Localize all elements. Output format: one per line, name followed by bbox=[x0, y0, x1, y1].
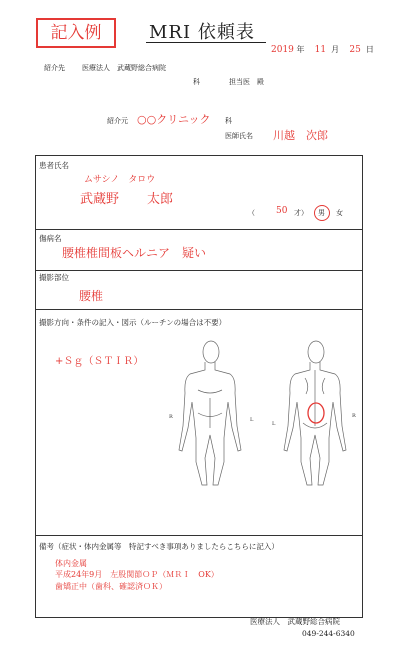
divider bbox=[36, 229, 362, 230]
patient-name-label: 患者氏名 bbox=[39, 161, 69, 170]
referral-to-doctor: 担当医 殿 bbox=[229, 78, 264, 86]
body-front-figure bbox=[165, 338, 255, 488]
date-month: 11 bbox=[314, 45, 327, 55]
footer-phone: 049-244-6340 bbox=[302, 629, 355, 638]
front-mark-r: R bbox=[169, 414, 173, 420]
lumbar-marker-circle bbox=[308, 403, 324, 423]
date-day-unit: 日 bbox=[365, 45, 374, 54]
date-month-unit: 月 bbox=[331, 45, 340, 54]
diagnosis-label: 傷病名 bbox=[39, 234, 62, 243]
back-mark-l: L bbox=[272, 421, 276, 427]
notes-label: 備考（症状・体内金属等 特記すべき事項ありましたらこちらに記入） bbox=[39, 542, 279, 551]
referral-to-label: 紹介先 bbox=[44, 64, 65, 72]
footer-organization: 医療法人 武蔵野総合病院 bbox=[250, 617, 340, 626]
title-underline bbox=[146, 42, 266, 43]
age-open-paren: （ bbox=[248, 209, 255, 217]
request-date bbox=[271, 44, 374, 55]
body-back-figure bbox=[270, 338, 360, 488]
date-day: 25 bbox=[349, 45, 361, 55]
region-value: 腰椎 bbox=[79, 289, 104, 303]
divider bbox=[36, 535, 362, 536]
notes-line-2: 平成24年9月 左股関節ＯＰ（ＭＲＩ OK） bbox=[55, 570, 219, 579]
referral-from-clinic: ○○クリニック bbox=[137, 113, 211, 126]
direction-label: 撮影方向・条件の記入・図示（ルーチンの場合は不要） bbox=[39, 318, 227, 327]
patient-furigana: ムサシノ タロウ bbox=[84, 175, 156, 185]
divider bbox=[36, 309, 362, 310]
age-unit: 才） bbox=[294, 209, 308, 217]
referrer-doctor-label: 医師氏名 bbox=[225, 132, 253, 140]
date-year-unit: 年 bbox=[296, 45, 305, 54]
patient-given-name: 太郎 bbox=[147, 192, 174, 207]
direction-value: +Ｓｇ（ＳＴＩＲ） bbox=[55, 356, 144, 367]
notes-line-3: 歯矯正中（歯科、確認済ＯＫ） bbox=[55, 582, 167, 591]
example-stamp: 記入例 bbox=[36, 18, 116, 48]
divider bbox=[36, 270, 362, 271]
referral-to-department-unit: 科 bbox=[193, 78, 200, 86]
sex-female: 女 bbox=[336, 209, 343, 217]
region-label: 撮影部位 bbox=[39, 273, 69, 282]
page-title: MRI 依頼表 bbox=[149, 22, 255, 43]
patient-age: 50 bbox=[276, 206, 288, 216]
referral-from-label: 紹介元 bbox=[107, 117, 128, 125]
referral-to-hospital: 医療法人 武蔵野総合病院 bbox=[82, 64, 166, 72]
front-mark-l: L bbox=[250, 417, 254, 423]
referral-from-department-unit: 科 bbox=[225, 117, 232, 125]
diagnosis-value: 腰椎椎間板ヘルニア 疑い bbox=[62, 246, 207, 260]
date-year: 2019 bbox=[271, 45, 294, 55]
back-mark-r: R bbox=[352, 413, 356, 419]
patient-family-name: 武蔵野 bbox=[80, 192, 120, 207]
referrer-doctor-name: 川越 次郎 bbox=[273, 129, 328, 142]
notes-line-1: 体内金属 bbox=[55, 559, 87, 568]
sex-male: 男 bbox=[318, 209, 325, 217]
